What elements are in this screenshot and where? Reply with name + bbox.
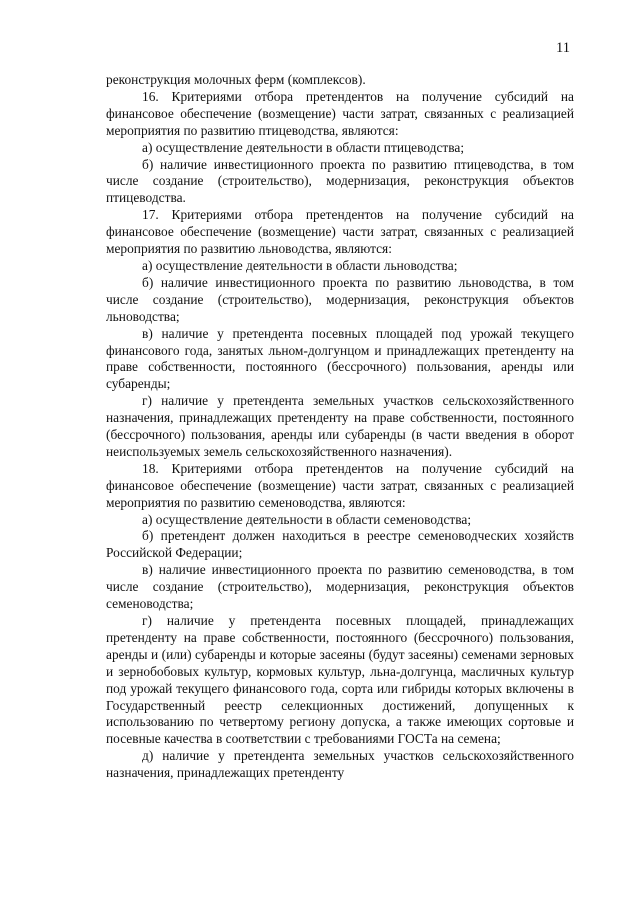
paragraph: д) наличие у претендента земельных участков сельскохозяйственного назначения, принадлежащих претенденту xyxy=(106,748,574,781)
document-body xyxy=(106,72,574,782)
paragraph: 16. Критериями отбора претендентов на получение субсидий на финансовое обеспечение (возмещение) части затрат, связанных с реализацией мероприятия по развитию птицеводства, являются: xyxy=(106,88,574,138)
paragraph: 18. Критериями отбора претендентов на получение субсидий на финансовое обеспечение (возмещение) части затрат, связанных с реализацией мероприятия по развитию семеноводства, являются: xyxy=(106,460,574,510)
paragraph: в) наличие инвестиционного проекта по развитию семеноводства, в том числе создание (строительство), модернизация, реконструкция объектов семеноводства; xyxy=(106,562,574,612)
paragraph: б) наличие инвестиционного проекта по развитию птицеводства, в том числе создание (строительство), модернизация, реконструкция объектов птицеводства. xyxy=(106,156,574,206)
paragraph: реконструкция молочных ферм (комплексов). xyxy=(106,72,366,87)
paragraph: г) наличие у претендента посевных площадей, принадлежащих претенденту на праве собственности, постоянного (бессрочного) пользования, аренды и (или) субаренды и которые засеяны (будут засеяны) семенами зерновых и зернобобовых культур, кормовых культур, льна-долгунца, масличных культур под урожай текущего финансового года, сорта или гибриды которых включены в Государственный реестр селекционных достижений, допущенных к использованию по четвертому региону допуска, а также имеющих сортовые и посевные качества в соответствии с требованиями ГОСТа на семена; xyxy=(106,613,574,747)
paragraph: а) осуществление деятельности в области семеноводства; xyxy=(142,511,472,527)
paragraph: б) претендент должен находиться в реестре семеноводческих хозяйств Российской Федерации; xyxy=(106,528,574,561)
paragraph: а) осуществление деятельности в области льноводства; xyxy=(142,257,458,273)
paragraph: б) наличие инвестиционного проекта по развитию льноводства, в том числе создание (строительство), модернизация, реконструкция объектов льноводства; xyxy=(106,274,574,324)
paragraph: в) наличие у претендента посевных площадей под урожай текущего финансового года, занятых льном-долгунцом и принадлежащих претенденту на праве собственности, постоянного (бессрочного) пользования, аренды или субаренды; xyxy=(106,325,574,392)
paragraph: 17. Критериями отбора претендентов на получение субсидий на финансовое обеспечение (возмещение) части затрат, связанных с реализацией мероприятия по развитию льноводства, являются: xyxy=(106,207,574,257)
page-number: 11 xyxy=(556,40,570,56)
paragraph: а) осуществление деятельности в области птицеводства; xyxy=(142,139,465,155)
paragraph: г) наличие у претендента земельных участков сельскохозяйственного назначения, принадлежащих претенденту на праве собственности, постоянного (бессрочного) пользования, аренды или субаренды (в части введения в оборот неиспользуемых земель сельскохозяйственного назначения). xyxy=(106,393,574,459)
